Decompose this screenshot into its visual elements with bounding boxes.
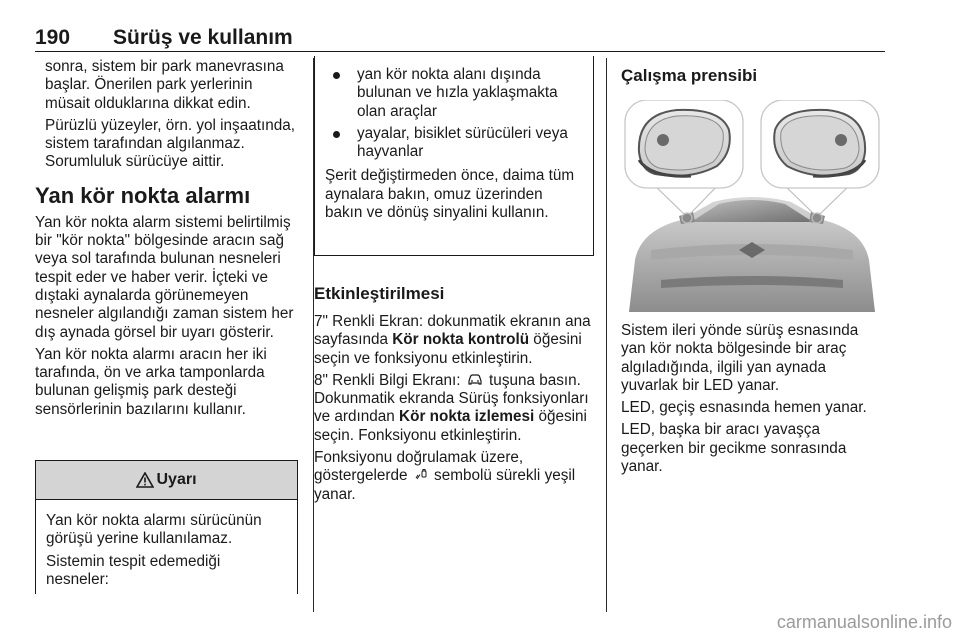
paragraph-rough-surfaces: Pürüzlü yüzeyler, örn. yol inşaatında, sistem tarafından algılanmaz. Sorumluluk sürücüye aittir.	[45, 116, 295, 171]
paragraph-8inch: 8" Renkli Bilgi Ekranı: tuşuna basın. Dokunmatik ekranda Sürüş fonksiyonları ve ardından Kör nokta izlemesi öğesini seçin. Fonksiyonu etkinleştirin.	[314, 371, 589, 444]
paragraph-principle-2: LED, geçiş esnasında hemen yanar.	[621, 399, 867, 417]
paragraph-sensors: Yan kör nokta alarmı aracın her iki tarafında, ön ve arka tamponlarda bulunan gelişmiş park desteği sensörlerinin bazılarını kullanır.	[35, 345, 267, 418]
warning-body	[36, 500, 297, 589]
car-mirrors-image	[621, 100, 883, 312]
lane-change-note: Şerit değiştirmeden önce, daima tüm aynalara bakın, omuz üzerinden bakın ve dönüş sinyalini kullanın.	[325, 167, 575, 222]
menu-item-blind-spot-monitoring: Kör nokta izlemesi	[399, 408, 535, 426]
warning-box	[35, 460, 298, 594]
menu-item-blind-spot-control: Kör nokta kontrolü	[392, 331, 530, 349]
warning-text-2: Sistemin tespit edemediği nesneler:	[46, 552, 221, 588]
side-mirror-illustration	[621, 100, 883, 312]
column-3	[621, 58, 886, 598]
page-number: 190	[35, 26, 71, 49]
section-heading-activation: Etkinleştirilmesi	[314, 284, 445, 303]
paragraph-park-continue: sonra, sistem bir park manevrasına başlar. Önerilen park yerlerinin müsait olduklarına dikkat edin.	[45, 58, 284, 112]
list-item: yan kör nokta alanı dışında bulunan ve hızla yaklaşmakta olan araçlar	[325, 66, 583, 121]
section-heading-principle: Çalışma prensibi	[621, 66, 758, 85]
list-item: yayalar, bisiklet sürücüleri veya hayvanlar	[325, 125, 583, 162]
column-1	[35, 58, 300, 598]
paragraph-7inch: 7" Renkli Ekran: dokunmatik ekranın ana sayfasında Kör nokta kontrolü öğesini seçin ve fonksiyonu etkinleştirin.	[314, 313, 591, 367]
activation-section	[314, 276, 594, 508]
warning-text-1: Yan kör nokta alarmı sürücünün görüşü yerine kullanılamaz.	[46, 512, 262, 548]
car-settings-icon	[467, 373, 483, 386]
paragraph-principle-3: LED, başka bir aracı yavaşça geçerken bir gecikme sonrasında yanar.	[621, 421, 847, 476]
page-header	[35, 26, 885, 52]
warning-header	[36, 460, 297, 500]
paragraph-verify: Fonksiyonu doğrulamak üzere, göstergelerde sembolü sürekli yeşil yanar.	[314, 449, 576, 503]
column-divider-2	[606, 58, 607, 612]
column-2	[314, 58, 594, 598]
undetected-list	[325, 66, 583, 161]
watermark: carmanualsonline.info	[776, 612, 952, 632]
paragraph-principle-1: Sistem ileri yönde sürüş esnasında yan kör nokta bölgesinde bir araç algıladığında, ilgili yan aynada yuvarlak bir LED yanar.	[621, 322, 859, 394]
section-heading-blind-spot: Yan kör nokta alarmı	[35, 182, 251, 208]
warning-continuation-box	[314, 56, 594, 256]
warning-title: Uyarı	[156, 471, 197, 488]
blind-spot-symbol-icon	[414, 468, 428, 481]
paragraph-blind-spot-intro: Yan kör nokta alarm sistemi belirtilmiş bir "kör nokta" bölgesinde aracın sağ veya sol tarafında bulunan nesneleri tespit eder ve haber verir. İçteki ve dıştaki aynalarda görünemeyen nesneler algılandığı zaman sistem her dış aynada görsel bir uyarı gösterir.	[35, 213, 294, 341]
chapter-title: Sürüş ve kullanım	[113, 26, 293, 49]
warning-triangle-icon	[136, 472, 154, 488]
